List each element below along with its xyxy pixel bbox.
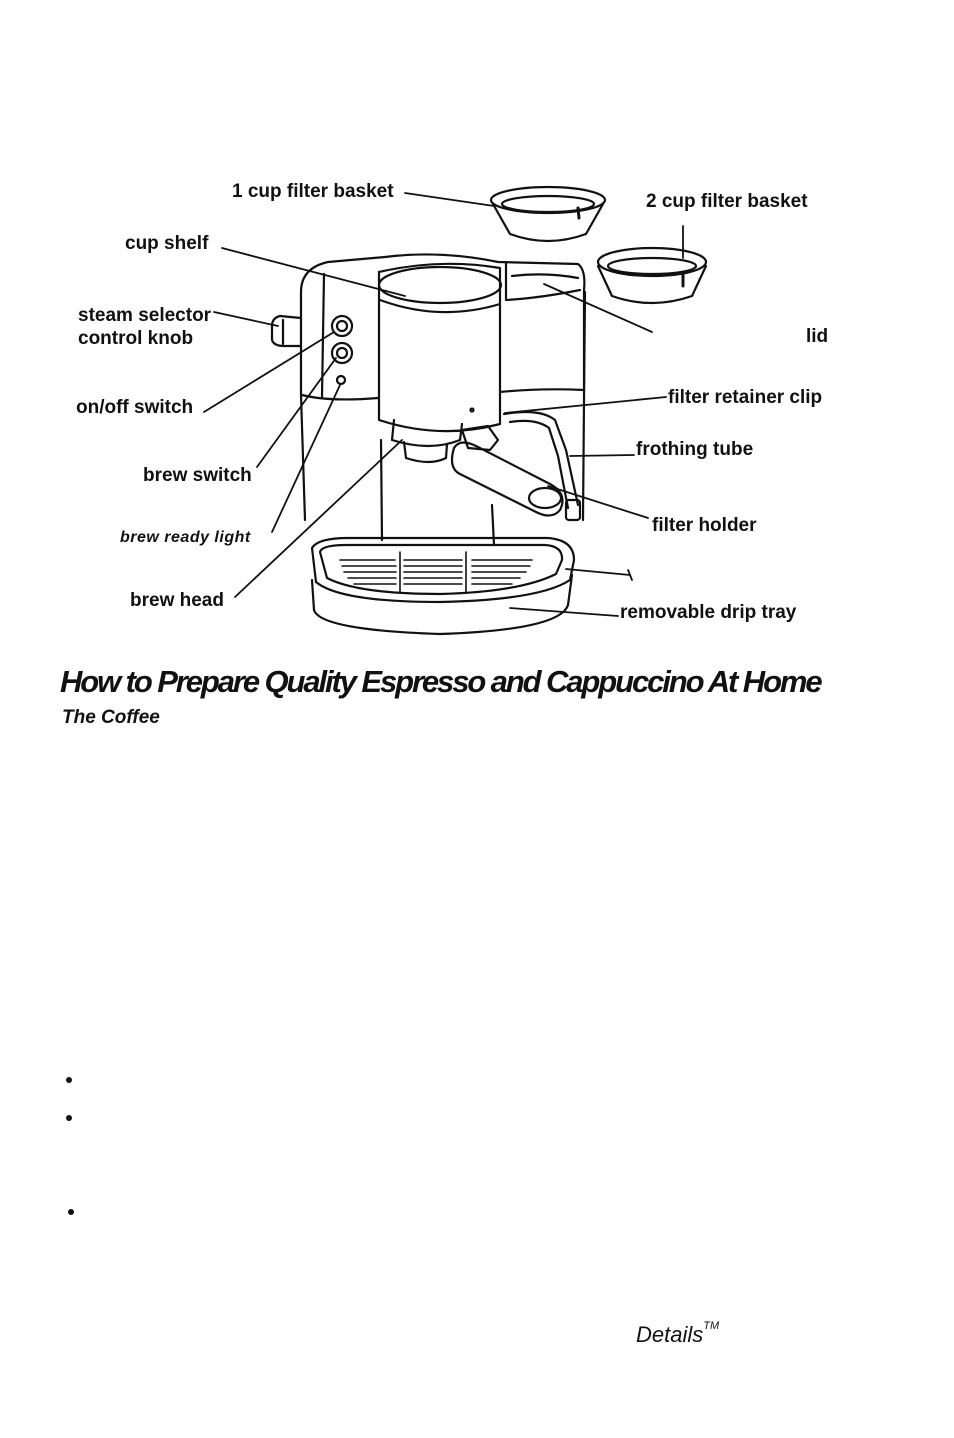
bullet-marker bbox=[66, 1115, 72, 1121]
label-1-cup-filter-basket: 1 cup filter basket bbox=[232, 181, 394, 202]
one-cup-filter-basket-illustration bbox=[491, 187, 605, 241]
label-removable-drip-tray: removable drip tray bbox=[620, 602, 797, 623]
label-brew-head: brew head bbox=[130, 590, 224, 611]
trademark-symbol: TM bbox=[703, 1320, 720, 1332]
label-brew-ready-light: brew ready light bbox=[120, 529, 251, 546]
label-on-off-switch: on/off switch bbox=[76, 397, 194, 418]
label-leader-lines bbox=[204, 193, 683, 616]
two-cup-filter-basket-illustration bbox=[598, 248, 706, 303]
section-heading: The Coffee bbox=[62, 707, 160, 728]
bullet-marker bbox=[66, 1077, 72, 1083]
label-lid: lid bbox=[806, 326, 829, 347]
label-2-cup-filter-basket: 2 cup filter basket bbox=[646, 191, 808, 212]
label-filter-holder: filter holder bbox=[652, 515, 757, 536]
bullet-marker bbox=[68, 1209, 74, 1215]
footer-brand bbox=[636, 1322, 719, 1348]
label-steam-selector: steam selector bbox=[78, 305, 212, 326]
label-filter-retainer-clip: filter retainer clip bbox=[668, 387, 823, 408]
label-frothing-tube: frothing tube bbox=[636, 439, 754, 460]
label-control-knob: control knob bbox=[78, 328, 194, 349]
page-heading: How to Prepare Quality Espresso and Cappuccino At Home bbox=[60, 664, 821, 699]
machine-body-illustration bbox=[272, 254, 585, 634]
footer-brand-name: Details bbox=[636, 1322, 704, 1347]
label-brew-switch: brew switch bbox=[143, 465, 252, 486]
label-cup-shelf: cup shelf bbox=[125, 233, 209, 254]
